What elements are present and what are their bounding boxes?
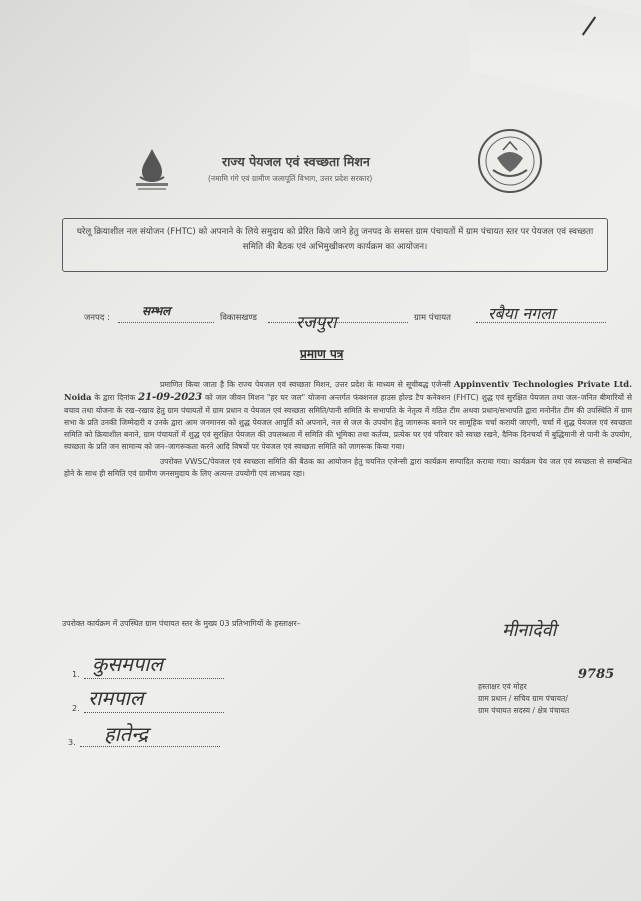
signatory-line-1: हस्ताक्षर एवं मोहर <box>478 682 527 691</box>
signatory-signature: मीनादेवी <box>502 620 557 641</box>
block-value: रजपुरा <box>296 313 337 333</box>
rep-signature-2: रामपाल <box>88 686 144 710</box>
department-subtitle: (नमामि गंगे एवं ग्रामीण जलापूर्ति विभाग, उत्तर प्रदेश सरकार) <box>208 174 373 183</box>
panchayat-label: ग्राम पंचायत <box>414 313 451 323</box>
representatives-intro: उपरोक्त कार्यक्रम में उपस्थित ग्राम पंचायत स्तर के मुख्य 03 प्रतिभागियों के हस्ताक्षर– <box>62 619 301 628</box>
district-label: जनपद : <box>84 313 110 323</box>
district-line <box>118 322 214 323</box>
water-drop-emblem-icon <box>126 145 178 197</box>
signatory-line-2: ग्राम प्रधान / सचिव ग्राम पंचायत/ <box>478 694 568 703</box>
paper-fold <box>470 0 641 109</box>
signatory-code: 9785 <box>578 667 615 682</box>
agency-name: Appinventiv Technologies Private Ltd. Noida <box>64 379 632 403</box>
body-para1-b: के द्वारा दिनांक <box>94 393 136 403</box>
panchayat-value: रबैया नगला <box>488 304 556 323</box>
rep-number-3: 3. <box>68 738 76 747</box>
certificate-title: प्रमाण पत्र <box>300 347 344 361</box>
rep-line-2 <box>84 712 224 713</box>
event-date: 21-09-2023 <box>138 392 203 404</box>
body-para1-c: को जल जीवन मिशन "हर घर जल" योजना अन्तर्गत फंक्शनल हाउस होल्ड टैप कनेक्शन (FHTC) शुद्ध एवं सुरक्षित पेयजल तथा जल–जनित बीमारियों से बचाव तथा योजना के रख–रखाव हेतु ग्राम पंचायतों में ग्राम प्रधान व पेयजल एवं स्वच्छता समिति/पानी समिति के सभापति के नेतृत्व में गठित टीम अथवा प्रधान/सभापति द्वारा मनोनीत टीम की उपस्थिति में ग्राम सभा के प्रति उनकी जिम्मेदारी व उनके द्वारा आम जनमानस को शुद्ध पेयजल आपूर्ति को अपनाने, नल से जल के उपयोग हेतु जागरूक बनाने पर सामूहिक चर्चा करायी जाएगी, चर्चा में शुद्ध पेयजल एवं स्वच्छता समिति को क्रियाशील बनाने, ग्राम पंचायतों में शुद्ध एवं सुरक्षित पेयजल की उपलब्धता में समिति की भूमिका तथा कर्तव्य, प्रत्येक घर एवं परिवार को स्वच्छ रखने, दैनिक दिनचर्या में बुद्धिमानी से पानी के उपयोग, स्वच्छता के प्रति जन सामान्य को जन–जागरूकता करने आदि विषयों पर पेयजल एवं स्वच्छता समिति को जागरूक किया गया। <box>64 393 632 452</box>
rep-number-1: 1. <box>72 670 80 679</box>
body-paragraph-2: उपरोक्त VWSC/पेयजल एवं स्वच्छता समिति की बैठक का आयोजन हेतु चयनित एजेन्सी द्वारा कार्यक्रम सम्पादित कराया गया। कार्यक्रम पेय जल एवं स्वच्छता से सम्बन्धित होने के साथ ही समिति एवं ग्रामीण जनसमुदाय के लिए अत्यन्त उपयोगी एवं लाभप्रद रहा। <box>64 456 632 479</box>
block-line <box>268 322 408 323</box>
up-government-seal-icon <box>477 128 543 194</box>
mission-title: राज्य पेयजल एवं स्वच्छता मिशन <box>222 154 370 169</box>
rep-line-1 <box>84 678 224 679</box>
rep-number-2: 2. <box>72 704 80 713</box>
signatory-block <box>478 681 638 717</box>
block-label: विकासखण्ड <box>220 313 257 323</box>
certificate-body <box>64 378 632 480</box>
program-title-text: घरेलू क्रियाशील नल संयोजन (FHTC) को अपनाने के लिये समुदाय को प्रेरित किये जाने हेतु जनपद के समस्त ग्राम पंचायतों में ग्राम पंचायत स्तर पर पेयजल एवं स्वच्छता समिति की बैठक एवं अभिमुखीकरण कार्यक्रम का आयोजन। <box>76 227 594 252</box>
rep-signature-3: हातेन्द्र <box>104 722 148 746</box>
body-para1-a: प्रमाणित किया जाता है कि राज्य पेयजल एवं स्वच्छता मिशन, उत्तर प्रदेश के माध्यम से सूचीबद्ध एजेन्सी <box>160 380 451 389</box>
rep-signature-1: कुसमपाल <box>92 652 163 676</box>
program-title-box <box>62 218 608 272</box>
district-value: सम्भल <box>142 304 171 318</box>
signatory-line-3: ग्राम पंचायत सदस्य / क्षेत्र पंचायत <box>478 706 570 715</box>
rep-line-3 <box>80 746 220 747</box>
body-paragraph-1 <box>64 378 632 454</box>
